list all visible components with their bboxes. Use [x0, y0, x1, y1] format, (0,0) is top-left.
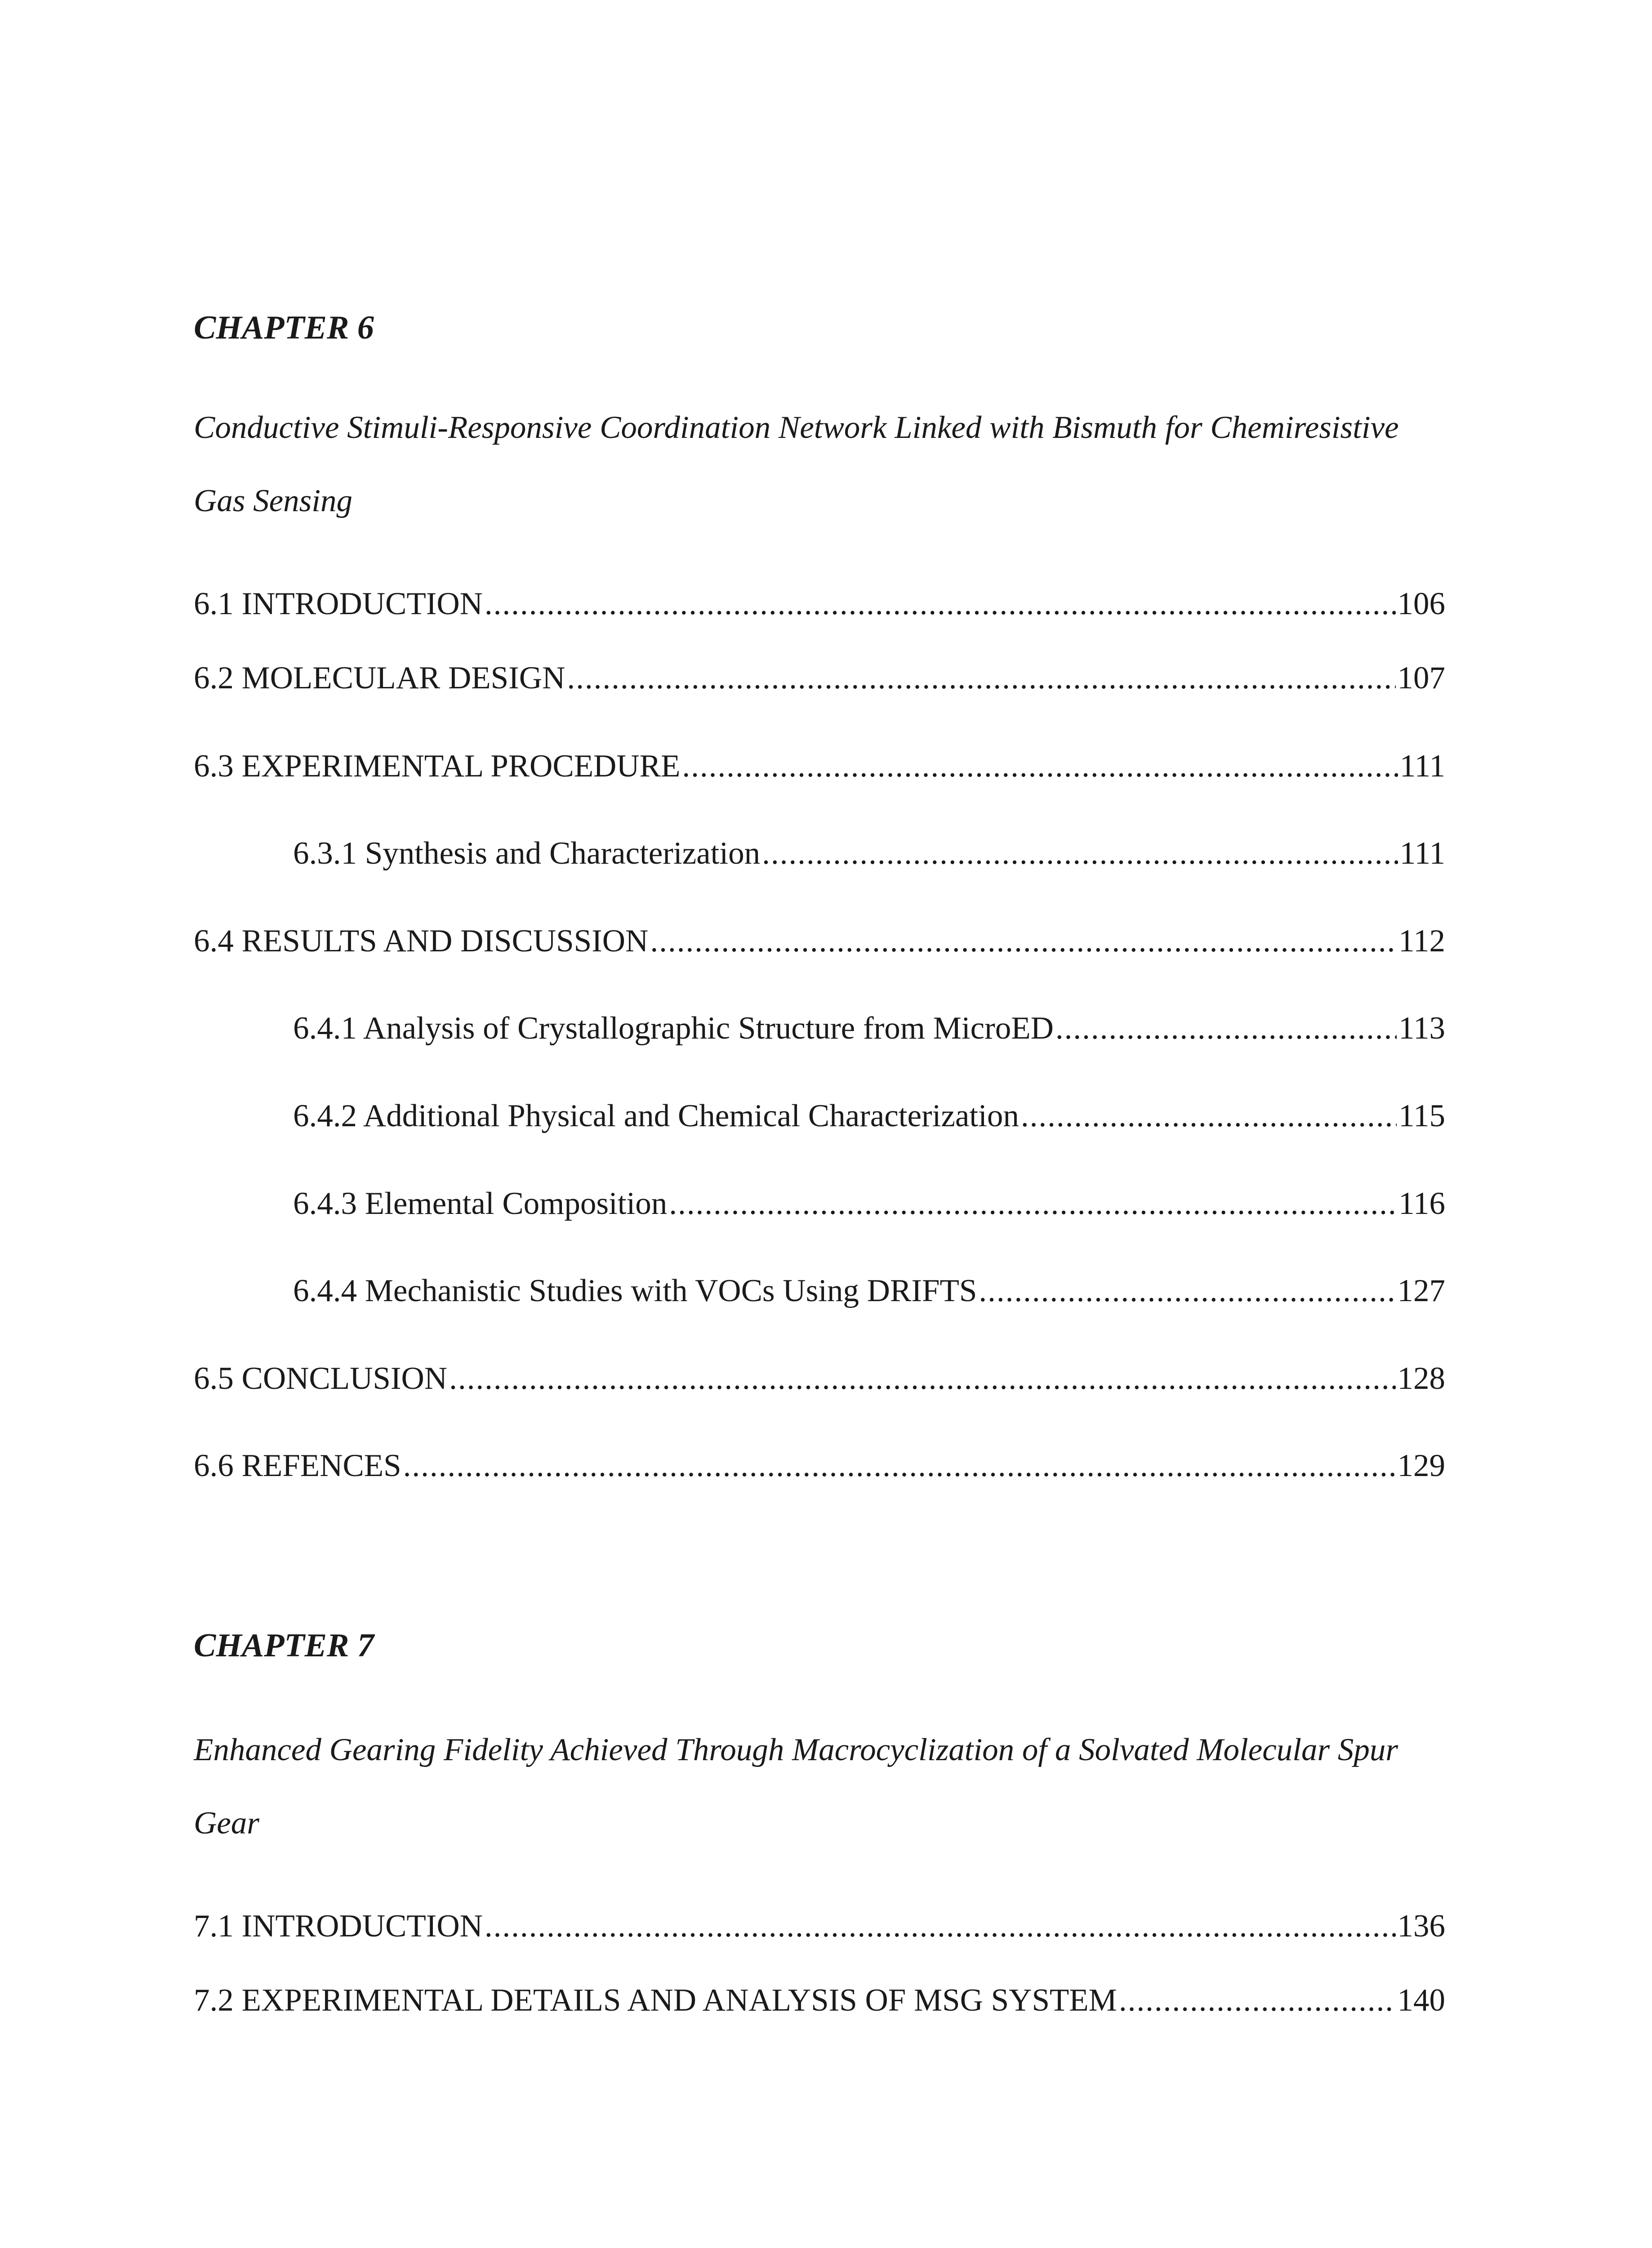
toc-entry-label: 6.3 EXPERIMENTAL PROCEDURE [194, 749, 681, 784]
toc-leader-dots [762, 833, 1398, 874]
toc-leader-dots [1055, 1008, 1397, 1048]
toc-entry-label: 6.1 INTRODUCTION [194, 586, 483, 621]
toc-page-number: 111 [1399, 836, 1445, 871]
toc-entry-label: 6.4.1 Analysis of Crystallographic Structure from MicroED [293, 1011, 1054, 1046]
chapter-6-title-line-1: Conductive Stimuli-Responsive Coordination Network Linked with Bismuth for Chemiresistive [194, 410, 1399, 445]
toc-entry-6-6[interactable] [194, 1445, 1445, 1486]
chapter-7-heading: CHAPTER 7 [194, 1627, 374, 1664]
toc-entry-6-3-1[interactable] [293, 833, 1445, 874]
toc-page-number: 115 [1398, 1098, 1445, 1133]
toc-leader-dots [403, 1445, 1396, 1486]
toc-entry-6-4[interactable] [194, 921, 1445, 961]
toc-entry-6-1[interactable] [194, 584, 1445, 624]
toc-entry-label: 6.5 CONCLUSION [194, 1361, 448, 1396]
chapter-6-title [194, 391, 1452, 538]
toc-leader-dots [485, 1906, 1396, 1946]
toc-entry-6-4-2[interactable] [293, 1096, 1445, 1136]
toc-entry-6-2[interactable] [194, 658, 1445, 698]
toc-entry-label: 6.3.1 Synthesis and Characterization [293, 836, 761, 871]
toc-entry-label: 7.2 EXPERIMENTAL DETAILS AND ANALYSIS OF MSG SYSTEM [194, 1983, 1117, 2018]
toc-entry-7-1[interactable] [194, 1906, 1445, 1946]
toc-page-number: 140 [1397, 1983, 1445, 2018]
toc-page-number: 127 [1397, 1273, 1445, 1308]
toc-page-number: 107 [1397, 660, 1445, 696]
toc-entry-6-3[interactable] [194, 746, 1445, 786]
toc-entry-label: 6.4.3 Elemental Composition [293, 1186, 668, 1221]
toc-entry-label: 6.6 REFENCES [194, 1448, 401, 1483]
chapter-7-title-line-1: Enhanced Gearing Fidelity Achieved Through Macrocyclization of a Solvated Molecular Spur [194, 1732, 1398, 1767]
toc-leader-dots [669, 1183, 1397, 1224]
toc-page-number: 116 [1398, 1186, 1445, 1221]
toc-page-number: 113 [1398, 1011, 1445, 1046]
toc-page-number: 136 [1397, 1909, 1445, 1944]
toc-leader-dots [979, 1271, 1395, 1311]
toc-entry-6-4-1[interactable] [293, 1008, 1445, 1048]
toc-entry-label: 6.2 MOLECULAR DESIGN [194, 660, 566, 696]
toc-entry-label: 7.1 INTRODUCTION [194, 1909, 483, 1944]
toc-entry-6-4-4[interactable] [293, 1271, 1445, 1311]
chapter-6-heading: CHAPTER 6 [194, 309, 374, 346]
toc-leader-dots [567, 658, 1395, 698]
toc-leader-dots [1119, 1980, 1396, 2021]
toc-leader-dots [682, 746, 1398, 786]
toc-entry-6-5[interactable] [194, 1358, 1445, 1399]
toc-entry-label: 6.4.2 Additional Physical and Chemical Characterization [293, 1098, 1019, 1133]
chapter-6-title-line-2: Gas Sensing [194, 483, 353, 518]
toc-entry-6-4-3[interactable] [293, 1183, 1445, 1224]
toc-page-number: 128 [1397, 1361, 1445, 1396]
toc-leader-dots [449, 1358, 1395, 1399]
chapter-7-title-line-2: Gear [194, 1806, 259, 1841]
chapter-7-title [194, 1713, 1452, 1860]
toc-entry-label: 6.4 RESULTS AND DISCUSSION [194, 923, 649, 959]
toc-page-number: 111 [1399, 749, 1445, 784]
toc-leader-dots [485, 584, 1396, 624]
toc-entry-7-2[interactable] [194, 1980, 1445, 2021]
toc-page-number: 106 [1397, 586, 1445, 621]
toc-leader-dots [1021, 1096, 1397, 1136]
toc-leader-dots [650, 921, 1397, 961]
toc-page-number: 129 [1397, 1448, 1445, 1483]
toc-entry-label: 6.4.4 Mechanistic Studies with VOCs Using DRIFTS [293, 1273, 977, 1308]
toc-page-number: 112 [1398, 923, 1445, 959]
